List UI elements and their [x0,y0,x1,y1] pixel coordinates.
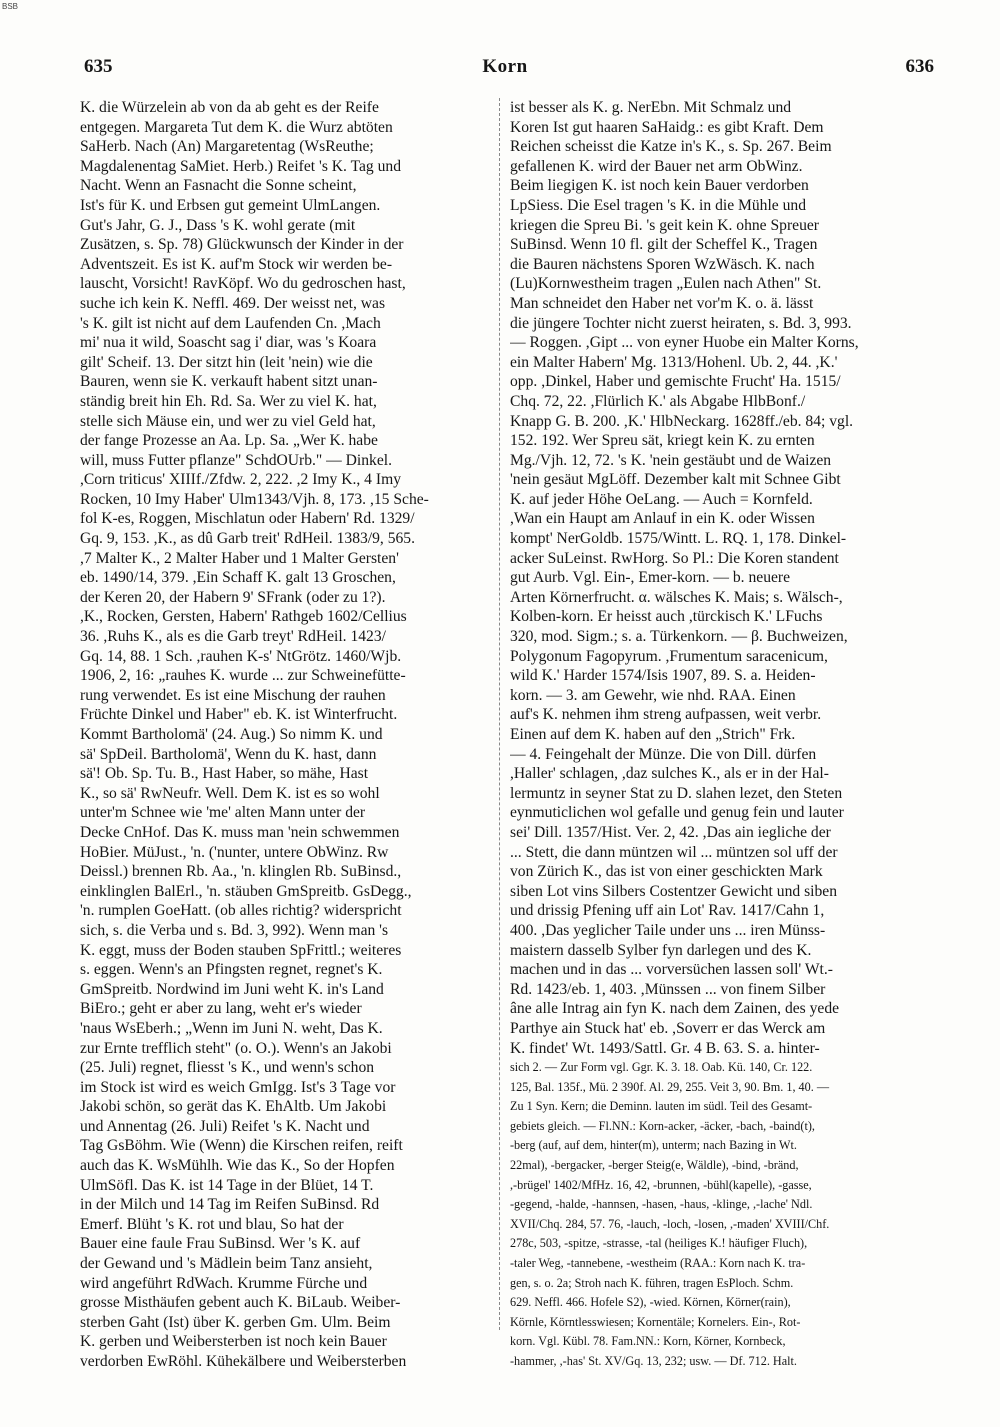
text-line: K. auf jeder Höhe OeLang. — Auch = Kornfeld. [510,490,813,508]
text-line: siben Lot vins Silbers Costentzer Gewicht und siben [510,882,837,900]
page-header [80,56,934,82]
text-line: im Stock ist wird es weich GmIgg. Ist's 3 Tage vor [80,1078,396,1096]
text-line: einklinglen BalErl., 'n. stäuben GmSpreitb. GsDegg., [80,882,412,900]
text-line: s. eggen. Wenn's an Pfingsten regnet, regnet's K. [80,961,383,979]
text-line: ... Stett, die dann müntzen wil ... müntzen sol uff der [510,843,838,861]
text-line: Reichen scheisst die Katze in's K., s. Sp. 267. Beim [510,138,832,156]
text-line: die jüngere Tochter nicht zuerst heiraten, s. Bd. 3, 993. [510,314,852,332]
text-line: Gut's Jahr, G. J., Dass 's K. wohl gerate (mit [80,216,356,234]
text-line: ,Corn triticus' XIIIf./Zfdw. 2, 222. ,2 Imy K., 4 Imy [80,471,401,489]
text-line: XVII/Chq. 284, 57. 76, -lauch, -loch, -losen, ,-maden' XVIII/Chf. [510,1216,830,1231]
text-line: GmSpreitb. Nordwind im Juni weht K. in's Land [80,980,384,998]
text-line: fol K-es, Roggen, Mischlatun oder Habern' Rd. 1329/ [80,510,415,528]
text-line: gefallenen K. wird der Bauer net arm ObWinz. [510,157,803,175]
text-line: HoBier. MüJust., 'n. ('nunter, untere ObWinz. Rw [80,843,389,861]
text-line: 278c, 503, -spitze, -strasse, -tal (heiliges K.! häufiger Fluch), [510,1236,808,1251]
text-line: eb. 1490/14, 379. ,Ein Schaff K. galt 13 Groschen, [80,569,396,587]
text-line: Beim liegigen K. ist noch kein Bauer verdorben [510,177,809,195]
text-line: (25. Juli) regnet, fliesst 's K., und wenn's schon [80,1059,375,1077]
text-line: verdorben EwRöhl. Kühekälbere und Weibersterben [80,1353,407,1370]
text-line: Arten Körnerfrucht. α. wälsches K. Mais; s. Wälsch-, [510,588,843,606]
right-column [510,98,928,1372]
text-line: lermuntz in seyner Stat zu D. slahen lezet, den Steten [510,784,843,802]
text-line: unter'm Schnee wie 'me' alten Mann unter der [80,804,366,822]
text-line: gen, s. o. 2a; Stroh nach K. führen, tragen EsPloch. Schm. [510,1275,794,1290]
text-line: gilt' Scheif. 13. Der sitzt hin (leit 'nein) wie die [80,353,373,371]
text-line: (Lu)Kornwestheim tragen „Eulen nach Athen" St. [510,275,822,293]
text-line: suche ich kein K. Neffl. 469. Der weisst net, was [80,294,386,312]
text-line: will, muss Futter pflanze" SchdOUrb." — Dinkel. [80,451,393,469]
text-line: stelle sich Mäuse ein, und wer zu viel Geld hat, [80,412,376,430]
text-line: Mg./Vjh. 12, 72. 's K. 'nein gestäubt und de Waizen [510,451,832,469]
text-line: Einen auf dem K. haben auf den „Strich" Frk. [510,726,796,743]
right-page-number: 636 [905,56,934,77]
library-stamp: BSB [2,2,19,11]
text-line: opp. ,Dinkel, Haber und gemischte Frucht' Ha. 1515/ [510,373,841,391]
text-line: Deissl.) brennen Rb. Aa., 'n. klinglen Rb. SuBinsd., [80,863,402,881]
text-line: Früchte Dinkel und Haber" eb. K. ist Winterfrucht. [80,706,398,724]
text-line: die Bauren nächstens Sporen WzWäsch. K. nach [510,255,815,273]
text-line: ein Malter Habern' Mg. 1313/Hohenl. Ub. 2, 44. ,K.' [510,353,838,371]
text-line: Magdalenentag SaMiet. Herb.) Reifet 's K. Tag und [80,157,402,175]
text-line: Gq. 14, 88. 1 Sch. ,rauhen K-s' NtGrötz. 1460/Wjb. [80,647,402,665]
left-column [80,98,498,1372]
text-line: der Gewand und 's Mädlein beim Tanz ansieht, [80,1255,373,1273]
text-line: der fange Prozesse an Aa. Lp. Sa. „Wer K. habe [80,432,378,450]
text-line: Zu 1 Syn. Kern; die Deminn. lauten im südl. Teil des Gesamt- [510,1099,813,1114]
text-line: sä'! Ob. Sp. Tu. B., Hast Haber, so mähe, Hast [80,765,369,783]
text-line: Rocken, 10 Imy Haber' Ulm1343/Vjh. 8, 173. ,15 Sche- [80,490,429,508]
text-line: ,Haller' schlagen, ,daz sulches K., als er in der Hal- [510,765,829,783]
text-line: Nacht. Wenn an Fasnacht die Sonne scheint, [80,177,357,195]
text-line: Kommt Bartholomä' (24. Aug.) So nimm K. und [80,726,383,743]
column-divider [499,98,500,1330]
text-line: sä' SpDeil. Bartholomä', Wenn du K. hast, dann [80,745,377,763]
text-line: -gegend, -halde, -hannsen, -hasen, -haus, -klinge, ,-lache' Ndl. [510,1197,813,1212]
text-line: Knapp G. B. 200. ,K.' HlbNeckarg. 1628ff./eb. 84; vgl. [510,412,854,430]
text-line: machen und in das ... vorversüchen lassen soll' Wt.- [510,961,833,979]
text-line: sich, s. die Verba und s. Bd. 3, 992). Wenn man 's [80,921,389,939]
text-line: K. eggt, muss der Boden stauben SpFrittl.; weiteres [80,941,402,959]
text-line: ,Wan ein Haupt am Anlauf in ein K. oder Wissen [510,510,815,528]
text-line: kriegen die Spreu Bi. 's geit kein K. ohne Spreuer [510,216,819,234]
text-line: wird angeführt RdWach. Krumme Fürche und [80,1274,368,1292]
text-line: Man schneidet den Haber net vor'm K. o. ä. lässt [510,294,814,312]
text-line: Körnle, Körntlesswiesen; Kornentäle; Kornelers. Ein-, Rot- [510,1314,801,1329]
text-line: und drissig Pfening uff ain Lot' Rav. 1417/Cahn 1, [510,902,825,920]
text-line: maistern dasselb Sylber fyn darlegen und des K. [510,941,812,959]
text-line: SaHerb. Nach (An) Margaretentag (WsReuthe; [80,138,374,156]
text-line: -taler Weg, -tannebene, -westheim (RAA.: Korn nach K. tra- [510,1256,806,1271]
text-line: ,-brügel' 1402/MfHz. 16, 42, -brunnen, -bühl(kapelle), -gasse, [510,1177,812,1192]
text-line: ,7 Malter K., 2 Malter Haber und 1 Malter Gersten' [80,549,399,567]
text-line: gut Aurb. Vgl. Ein-, Emer-korn. — b. neuere [510,569,791,587]
text-line: ,K., Rocken, Gersten, Habern' Rathgeb 1602/Cellius [80,608,407,626]
text-line: sich 2. — Zur Form vgl. Ggr. K. 3. 18. Oab. Kü. 140, Cr. 122. [510,1060,813,1075]
text-line: Kolben-korn. Er heisst auch ,türckisch K.' LFuchs [510,608,823,626]
text-line: 'n. rumplen GoeHatt. (ob alles richtig? widerspricht [80,902,402,920]
text-line: Adventszeit. Es ist K. auf'm Stock wir werden be- [80,255,393,273]
text-line: Parthye ain Stuck hat' eb. ,Soverr er das Werck am [510,1019,826,1037]
text-line: Zusätzen, s. Sp. 78) Glückwunsch der Kinder in der [80,236,404,254]
text-line: kompt' NerGoldb. 1575/Wintt. L. RQ. 1, 178. Dinkel- [510,530,847,548]
text-line: SuBinsd. Wenn 10 fl. gilt der Scheffel K., Tragen [510,236,818,254]
text-line: von Zürich K., das ist von einer geschickten Mark [510,863,823,881]
text-line: Jakobi schön, so gerät das K. EhAltb. Um Jakobi [80,1098,387,1116]
text-line: korn. Vgl. Kübl. 78. Fam.NN.: Korn, Körner, Kornbeck, [510,1334,786,1349]
text-line: Rd. 1423/eb. 1, 403. ,Münssen ... von finem Silber [510,980,826,998]
text-line: mi' nua it wild, Soascht sag i' diar, was 's Koara [80,334,377,352]
text-line: grosse Misthäufen gebent auch K. BiLaub. Weiber- [80,1294,401,1312]
text-line: 125, Bal. 135f., Mü. 2 390f. Al. 29, 255. Veit 3, 90. Bm. 1, 40. — [510,1079,830,1094]
text-line: 'nein gesäut MgLöff. Dezember kalt mit Schnee Gibt [510,471,841,489]
running-title: Korn [482,56,528,77]
text-line: rung verwendet. Es ist eine Mischung der rauhen [80,686,386,704]
text-line: Ist's für K. und Erbsen gut gemeint UlmLangen. [80,196,381,214]
text-line: auf's K. nehmen ihm streng aufpassen, weit verbr. [510,706,822,724]
text-line: -berg (auf, auf dem, hinter(m), unterm; nach Bazing in Wt. [510,1138,797,1153]
text-line: und Annentag (26. Juli) Reifet 's K. Nacht und [80,1117,370,1135]
text-line: K. die Würzelein ab von da ab geht es der Reife [80,99,379,116]
text-line: 629. Neffl. 466. Hofele S2), -wied. Körnen, Körner(rain), [510,1295,791,1310]
text-line: 152. 192. Wer Spreu sät, kriegt kein K. zu ernten [510,432,815,450]
text-line: — Roggen. ,Gipt ... von eyner Huobe ein Malter Korns, [510,334,859,352]
text-line: auch das K. WsMühlh. Wie das K., So der Hopfen [80,1157,395,1175]
text-line: entgegen. Margareta Tut dem K. die Wurz abtöten [80,118,393,136]
text-line: K. findet' Wt. 1493/Sattl. Gr. 4 B. 63. S. a. hinter- [510,1039,820,1057]
text-line: K. gerben und Weibersterben ist noch kein Bauer [80,1333,387,1351]
text-line: Emerf. Blüht 's K. rot und blau, So hat der [80,1215,344,1233]
text-line: ist besser als K. g. NerEbn. Mit Schmalz und [510,99,792,116]
text-line: Gq. 9, 153. ,K., as dû Garb treit' RdHeil. 1383/9, 565. [80,530,416,548]
text-line: gebiets gleich. — Fl.NN.: Korn-acker, -äcker, -bach, -baind(t), [510,1118,815,1133]
text-line: -hammer, ,-has' St. XV/Gq. 13, 232; usw. — Df. 712. Halt. [510,1354,797,1368]
text-line: UlmSöfl. Das K. ist 14 Tage in der Blüet, 14 T. [80,1176,374,1194]
text-line: 320, mod. Sigm.; s. a. Türkenkorn. — β. Buchweizen, [510,628,848,646]
text-line: in der Milch und 14 Tag im Reifen SuBinsd. Rd [80,1196,380,1214]
text-line: Decke CnHof. Das K. muss man 'nein schwemmen [80,823,400,841]
text-line: BiEro.; geht er aber zu lang, weht er's wieder [80,1000,362,1018]
text-line: 400. ,Das yeglicher Taile under uns ... iren Münss- [510,921,826,939]
left-page-number: 635 [84,56,113,77]
text-line: sterben Gaht (Ist) über K. gerben Gm. Ulm. Beim [80,1313,391,1331]
text-line: lauscht, Vorsicht! RavKöpf. Wo du gedroschen hast, [80,275,406,293]
text-line: 1906, 2, 16: „rauhes K. wurde ... zur Schweinefütte- [80,667,406,685]
text-line: 'naus WsEberh.; „Wenn im Juni N. weht, Das K. [80,1019,383,1037]
text-line: K., so sä' RwNeufr. Well. Dem K. ist es so wohl [80,784,380,802]
text-line: sei' Dill. 1357/Hist. Ver. 2, 42. ,Das ain iegliche der [510,823,831,841]
text-line: eynmuticlichen wol gefalle und genug fein und lauter [510,804,844,822]
text-line: 36. ,Ruhs K., als es die Garb treyt' RdHeil. 1423/ [80,628,386,646]
text-line: Chq. 72, 22. ,Flürlich K.' als Abgabe HlbBonf./ [510,392,806,410]
text-line: der Keren 20, der Habern 9' SFrank (oder zu 1?). [80,588,386,606]
text-line: 22mal), -bergacker, -berger Steig(e, Wäldle), -bind, -bränd, [510,1158,799,1173]
text-line: Tag GsBöhm. Wie (Wenn) die Kirschen reifen, reift [80,1137,403,1155]
text-line: 's K. gilt ist nicht auf dem Laufenden Cn. ,Mach [80,314,381,332]
text-line: LpSiess. Die Esel tragen 's K. in die Mühle und [510,196,807,214]
text-line: ständig breit hin Eh. Rd. Sa. Wer zu viel K. hat, [80,392,377,410]
text-line: Bauren, wenn sie K. verkauft habent sitzt unan- [80,373,378,391]
text-line: âne alle Intrag ain fyn K. nach dem Zainen, des yede [510,1000,840,1018]
text-line: — 4. Feingehalt der Münze. Die von Dill. dürfen [510,745,817,763]
text-line: korn. — 3. am Gewehr, wie nhd. RAA. Einen [510,686,796,704]
text-line: Polygonum Fagopyrum. ,Frumentum saracenicum, [510,647,828,665]
text-line: zur Ernte trefflich steht" (o. O.). Wenn's an Jakobi [80,1039,392,1057]
text-line: wild K.' Harder 1574/Isis 1907, 89. S. a. Heiden- [510,667,816,685]
text-line: Koren Ist gut haaren SaHaidg.: es gibt Kraft. Dem [510,118,824,136]
text-line: Bauer eine faule Frau SuBinsd. Wer 's K. auf [80,1235,361,1253]
text-line: acker SuLeinst. RwHorg. So Pl.: Die Koren standent [510,549,839,567]
